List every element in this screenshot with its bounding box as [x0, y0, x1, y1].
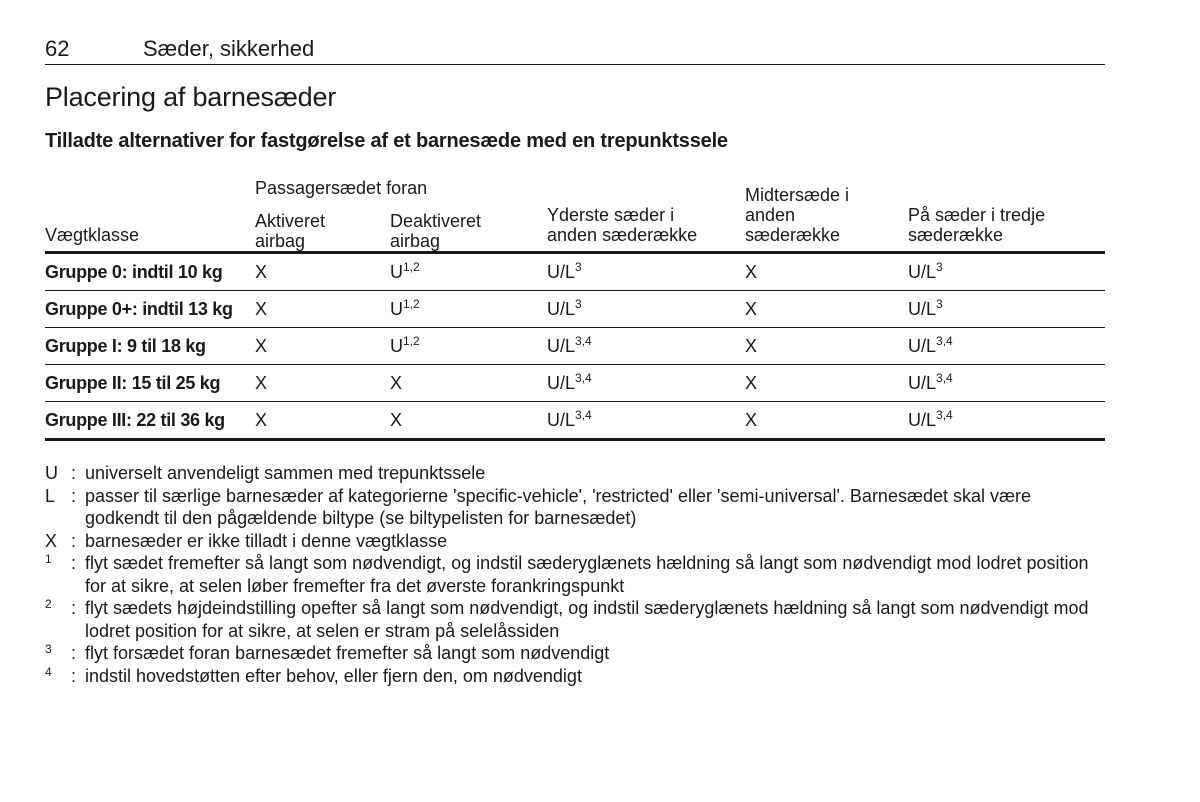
legend-text: barnesæder er ikke tilladt i denne vægtklasse: [85, 530, 448, 551]
legend-key: L: [45, 485, 56, 506]
outer-second-row-cell: $U/L^{3,4}$: [547, 365, 745, 402]
airbag-deactivated-cell: X: [390, 365, 547, 402]
airbag-deactivated-cell: U$^{1,2}$: [390, 253, 547, 291]
legend: [45, 462, 1107, 687]
table-header-row: [45, 168, 1105, 198]
header-third-row: På sæder i tredje sæderække: [908, 168, 1105, 253]
legend-key: 2: [45, 597, 52, 611]
airbag-activated-cell: X: [255, 253, 390, 291]
page-title: Placering af barnesæder: [45, 82, 337, 112]
header-middle-second-row: Midtersæde i anden sæderække: [745, 168, 908, 253]
legend-key: X: [45, 530, 58, 551]
header-front-passenger-seat: Passagersædet foran: [255, 178, 428, 198]
header-weight-class: Vægtklasse: [45, 168, 255, 253]
airbag-activated-cell: X: [255, 365, 390, 402]
outer-second-row-cell: $U/L^{3,4}$: [547, 328, 745, 365]
page-number: 62: [45, 36, 70, 61]
weight-class-cell: Gruppe 0: indtil 10 kg: [45, 253, 255, 291]
airbag-activated-cell: X: [255, 328, 390, 365]
table-subtitle: Tilladte alternativer for fastgørelse af et barnesæde med en trepunktssele: [45, 130, 728, 152]
legend-text: universelt anvendeligt sammen med trepunktssele: [85, 463, 486, 483]
table-row: [45, 253, 1105, 291]
table-row: [45, 291, 1105, 328]
middle-second-row-cell: X: [745, 291, 908, 328]
header-airbag-deactivated: Deaktiveret airbag: [390, 198, 547, 253]
child-seat-table: [45, 168, 1105, 441]
header-outer-second-row: Yderste sæder i anden sæderække: [547, 168, 745, 253]
third-row-cell: $U/L^{3,4}$: [908, 365, 1105, 402]
legend-item: [45, 642, 1107, 665]
outer-second-row-cell: $U/L^{3,4}$: [547, 402, 745, 440]
weight-class-cell: Gruppe I: 9 til 18 kg: [45, 328, 255, 365]
middle-second-row-cell: X: [745, 402, 908, 440]
table-row: [45, 365, 1105, 402]
section-name: Sæder, sikkerhed: [143, 36, 315, 61]
legend-separator: :: [71, 485, 77, 506]
legend-separator: :: [71, 665, 77, 686]
legend-item: [45, 597, 1107, 642]
legend-text: flyt sædets højdeindstilling opefter så langt som nødvendigt, og indstil sæderyglænets hældning så langt som nødvendigt mod lodret position for at sikre, at selen er stram på selelåssiden: [85, 598, 1089, 641]
airbag-activated-cell: X: [255, 402, 390, 440]
legend-separator: :: [71, 553, 77, 573]
outer-second-row-cell: $U/L^3$: [547, 253, 745, 291]
outer-second-row-cell: $U/L^3$: [547, 291, 745, 328]
header-airbag-activated: Aktiveret airbag: [255, 198, 390, 253]
legend-key: 3: [45, 642, 52, 656]
legend-separator: :: [71, 643, 77, 663]
legend-item: [45, 462, 1107, 485]
third-row-cell: $U/L^3$: [908, 291, 1105, 328]
legend-key: 4: [45, 664, 52, 679]
airbag-deactivated-cell: X: [390, 402, 547, 440]
legend-key: 1: [45, 552, 52, 566]
weight-class-cell: Gruppe II: 15 til 25 kg: [45, 365, 255, 402]
legend-item: [45, 530, 1107, 553]
third-row-cell: $U/L^{3,4}$: [908, 328, 1105, 365]
third-row-cell: $U/L^{3,4}$: [908, 402, 1105, 440]
page-header: [45, 30, 1105, 65]
legend-key: U: [45, 463, 58, 483]
legend-separator: :: [71, 463, 77, 483]
legend-item: [45, 485, 1107, 530]
legend-separator: :: [71, 598, 77, 618]
middle-second-row-cell: X: [745, 253, 908, 291]
legend-item: [45, 665, 1107, 688]
airbag-activated-cell: X: [255, 291, 390, 328]
legend-text: indstil hovedstøtten efter behov, eller fjern den, om nødvendigt: [85, 665, 582, 686]
middle-second-row-cell: X: [745, 328, 908, 365]
legend-separator: :: [71, 530, 77, 551]
third-row-cell: $U/L^3$: [908, 253, 1105, 291]
middle-second-row-cell: X: [745, 365, 908, 402]
weight-class-cell: Gruppe 0+: indtil 13 kg: [45, 291, 255, 328]
legend-text: passer til særlige barnesæder af kategorierne 'specific-vehicle', 'restricted' eller 'semi-universal'. Barnesædet skal være godkendt til den pågældende biltype (se biltypelisten for barnesædet): [85, 485, 1032, 528]
table-row: [45, 328, 1105, 365]
airbag-deactivated-cell: U$^{1,2}$: [390, 328, 547, 365]
airbag-deactivated-cell: U$^{1,2}$: [390, 291, 547, 328]
weight-class-cell: Gruppe III: 22 til 36 kg: [45, 402, 255, 440]
legend-text: flyt forsædet foran barnesædet fremefter så langt som nødvendigt: [85, 643, 610, 663]
legend-text: flyt sædet fremefter så langt som nødvendigt, og indstil sæderyglænets hældning så langt som nødvendigt mod lodret position for at sikre, at selen løber fremefter fra det øverste forankringspunkt: [85, 553, 1089, 596]
table-row: [45, 402, 1105, 440]
manual-page: [45, 30, 1105, 686]
legend-item: [45, 552, 1107, 597]
